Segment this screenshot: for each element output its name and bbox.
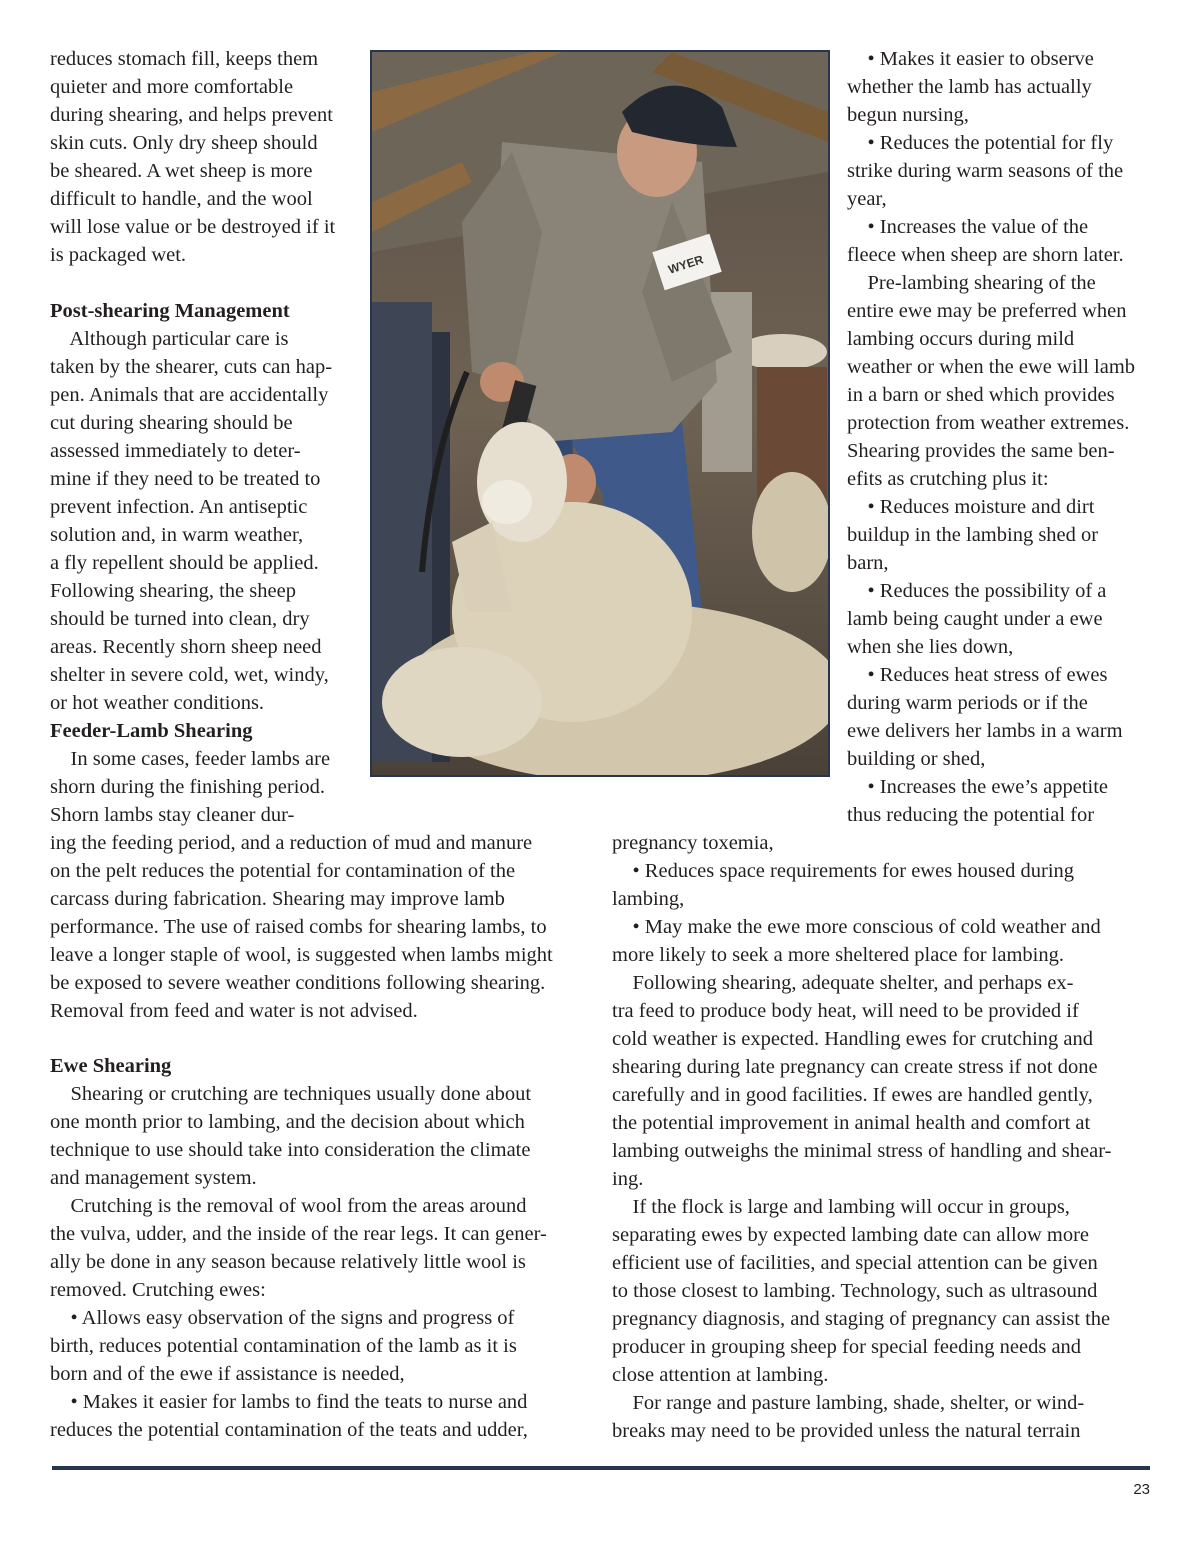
text-line: strike during warm seasons of the <box>847 160 1124 182</box>
text-line: reduces stomach fill, keeps them <box>50 48 319 70</box>
text-line: be sheared. A wet sheep is more <box>50 160 313 182</box>
text-line: shorn during the finishing period. <box>50 776 326 798</box>
text-line: should be turned into clean, dry <box>50 608 310 630</box>
text-line: Shearing or crutching are techniques usually done about <box>50 1083 532 1105</box>
text-line: • Reduces space requirements for ewes housed during <box>612 860 1075 882</box>
text-line: the potential improvement in animal health and comfort at <box>612 1112 1091 1134</box>
text-line: • Makes it easier for lambs to find the teats to nurse and <box>50 1391 528 1413</box>
text-line: a fly repellent should be applied. <box>50 552 319 574</box>
text-line: In some cases, feeder lambs are <box>50 748 331 770</box>
text-line: Removal from feed and water is not advised. <box>50 1000 418 1022</box>
text-line: • Reduces heat stress of ewes <box>847 664 1108 686</box>
text-line: breaks may need to be provided unless the natural terrain <box>612 1420 1081 1442</box>
text-line: ing. <box>612 1168 644 1190</box>
text-line: close attention at lambing. <box>612 1364 829 1386</box>
text-line: • Reduces moisture and dirt <box>847 496 1095 518</box>
text-line: entire ewe may be preferred when <box>847 300 1127 322</box>
text-line: producer in grouping sheep for special feeding needs and <box>612 1336 1082 1358</box>
text-line: Following shearing, adequate shelter, and perhaps ex- <box>612 972 1074 994</box>
text-line: building or shed, <box>847 748 986 770</box>
text-line: Crutching is the removal of wool from the areas around <box>50 1195 527 1217</box>
text-line: ewe delivers her lambs in a warm <box>847 720 1123 742</box>
text-line: solution and, in warm weather, <box>50 524 304 546</box>
section-heading: Feeder-Lamb Shearing <box>50 720 253 742</box>
text-line: If the flock is large and lambing will occur in groups, <box>612 1196 1070 1218</box>
text-line: • Increases the ewe’s appetite <box>847 776 1109 798</box>
text-line: barn, <box>847 552 889 574</box>
text-line: Although particular care is <box>50 328 289 350</box>
text-line: • May make the ewe more conscious of cold weather and <box>612 916 1101 938</box>
text-line: the vulva, udder, and the inside of the rear legs. It can gener- <box>50 1223 547 1245</box>
text-line: leave a longer staple of wool, is suggested when lambs might <box>50 944 553 966</box>
text-line: mine if they need to be treated to <box>50 468 321 490</box>
text-line: • Allows easy observation of the signs and progress of <box>50 1307 515 1329</box>
sheep-shearing-photo <box>370 50 830 777</box>
footer-rule <box>52 1466 1150 1470</box>
text-line: skin cuts. Only dry sheep should <box>50 132 318 154</box>
text-line: lambing occurs during mild <box>847 328 1075 350</box>
text-line: quieter and more comfortable <box>50 76 294 98</box>
text-line: taken by the shearer, cuts can hap- <box>50 356 333 378</box>
text-line: year, <box>847 188 887 210</box>
text-line: one month prior to lambing, and the decision about which <box>50 1111 525 1133</box>
text-line: ally be done in any season because relatively little wool is <box>50 1251 526 1273</box>
text-line: Shearing provides the same ben- <box>847 440 1115 462</box>
text-line: carcass during fabrication. Shearing may improve lamb <box>50 888 505 910</box>
text-line: lamb being caught under a ewe <box>847 608 1103 630</box>
text-line: fleece when sheep are shorn later. <box>847 244 1124 266</box>
text-line: pen. Animals that are accidentally <box>50 384 329 406</box>
text-line: performance. The use of raised combs for shearing lambs, to <box>50 916 547 938</box>
text-line: separating ewes by expected lambing date can allow more <box>612 1224 1090 1246</box>
text-line: Pre-lambing shearing of the <box>847 272 1096 294</box>
text-line: cold weather is expected. Handling ewes for crutching and <box>612 1028 1093 1050</box>
text-line: to those closest to lambing. Technology, such as ultrasound <box>612 1280 1098 1302</box>
text-line: pregnancy diagnosis, and staging of pregnancy can assist the <box>612 1308 1111 1330</box>
badge-text: WYER <box>666 252 705 277</box>
text-line: is packaged wet. <box>50 244 187 266</box>
text-line: • Increases the value of the <box>847 216 1089 238</box>
text-line: begun nursing, <box>847 104 969 126</box>
text-line: thus reducing the potential for <box>847 804 1095 826</box>
text-line: • Reduces the potential for fly <box>847 132 1114 154</box>
page-number: 23 <box>1133 1481 1150 1498</box>
text-line: shelter in severe cold, wet, windy, <box>50 664 329 686</box>
text-line: prevent infection. An antiseptic <box>50 496 308 518</box>
text-line: cut during shearing should be <box>50 412 293 434</box>
text-line: assessed immediately to deter- <box>50 440 301 462</box>
text-line: technique to use should take into consideration the climate <box>50 1139 531 1161</box>
text-line: during warm periods or if the <box>847 692 1088 714</box>
text-line: • Makes it easier to observe <box>847 48 1094 70</box>
text-line: Following shearing, the sheep <box>50 580 296 602</box>
text-line: in a barn or shed which provides <box>847 384 1115 406</box>
text-line: and management system. <box>50 1167 257 1189</box>
text-line: will lose value or be destroyed if it <box>50 216 336 238</box>
text-line: reduces the potential contamination of the teats and udder, <box>50 1419 528 1441</box>
text-line: or hot weather conditions. <box>50 692 265 714</box>
section-heading: Ewe Shearing <box>50 1055 172 1077</box>
text-line: tra feed to produce body heat, will need to be provided if <box>612 1000 1079 1022</box>
text-line: areas. Recently shorn sheep need <box>50 636 322 658</box>
text-line: For range and pasture lambing, shade, shelter, or wind- <box>612 1392 1085 1414</box>
text-line: lambing outweighs the minimal stress of handling and shear- <box>612 1140 1112 1162</box>
text-line: birth, reduces potential contamination of the lamb as it is <box>50 1335 517 1357</box>
text-line: protection from weather extremes. <box>847 412 1130 434</box>
text-line: buildup in the lambing shed or <box>847 524 1099 546</box>
text-line: lambing, <box>612 888 685 910</box>
section-heading: Post-shearing Management <box>50 300 290 322</box>
text-line: during shearing, and helps prevent <box>50 104 333 126</box>
text-line: be exposed to severe weather conditions following shearing. <box>50 972 546 994</box>
text-line: difficult to handle, and the wool <box>50 188 313 210</box>
text-line: ing the feeding period, and a reduction of mud and manure <box>50 832 533 854</box>
text-line: efficient use of facilities, and special attention can be given <box>612 1252 1098 1274</box>
text-line: when she lies down, <box>847 636 1014 658</box>
text-line: weather or when the ewe will lamb <box>847 356 1136 378</box>
text-line: carefully and in good facilities. If ewes are handled gently, <box>612 1084 1093 1106</box>
text-line: removed. Crutching ewes: <box>50 1279 266 1301</box>
text-line: on the pelt reduces the potential for contamination of the <box>50 860 516 882</box>
text-line: born and of the ewe if assistance is needed, <box>50 1363 405 1385</box>
text-line: shearing during late pregnancy can create stress if not done <box>612 1056 1098 1078</box>
text-line: pregnancy toxemia, <box>612 832 774 854</box>
text-line: efits as crutching plus it: <box>847 468 1049 490</box>
text-line: whether the lamb has actually <box>847 76 1092 98</box>
photo-illustration <box>372 52 828 775</box>
text-line: Shorn lambs stay cleaner dur- <box>50 804 295 826</box>
text-line: more likely to seek a more sheltered place for lambing. <box>612 944 1064 966</box>
text-line: • Reduces the possibility of a <box>847 580 1107 602</box>
